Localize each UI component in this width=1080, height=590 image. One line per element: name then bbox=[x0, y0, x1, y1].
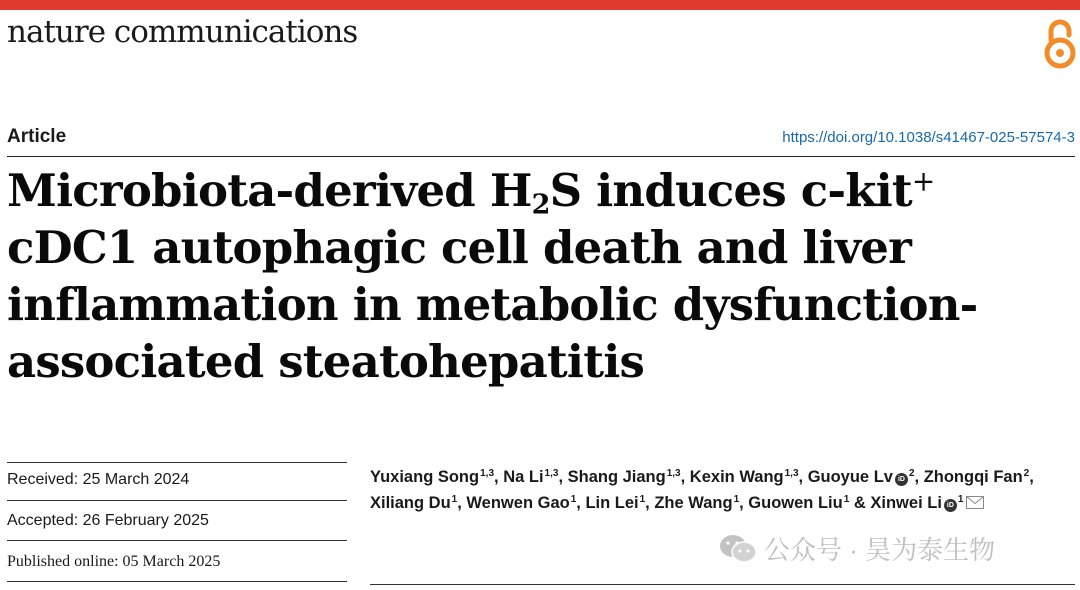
author-affiliation: 1 bbox=[451, 494, 458, 505]
author-affiliation: 1,3 bbox=[544, 468, 559, 479]
title-part-c: cDC1 autophagic cell death and liver inflammation in metabolic dysfunction-associated steatohepatitis bbox=[7, 221, 978, 388]
author-affiliation: 1 bbox=[957, 494, 964, 505]
watermark bbox=[718, 530, 995, 567]
dates-divider bbox=[7, 540, 347, 541]
author-name[interactable]: Yuxiang Song bbox=[370, 468, 480, 486]
dates-divider bbox=[7, 581, 347, 582]
author-separator: , bbox=[914, 468, 924, 486]
author-separator: , bbox=[798, 468, 808, 486]
dates-divider bbox=[7, 462, 347, 463]
author-affiliation: 1,3 bbox=[480, 468, 495, 479]
author-affiliation: 2 bbox=[908, 468, 915, 479]
author-separator: , bbox=[457, 494, 467, 512]
authors-divider bbox=[370, 584, 1075, 585]
title-part-b: S induces c-kit bbox=[549, 164, 912, 217]
published-date: Published online: 05 March 2025 bbox=[7, 553, 221, 570]
author-name[interactable]: Xinwei Li bbox=[870, 494, 942, 512]
author-affiliation: 1 bbox=[639, 494, 646, 505]
open-access-icon[interactable] bbox=[1040, 18, 1080, 70]
author-separator: , bbox=[680, 468, 690, 486]
author-affiliation: 1 bbox=[843, 494, 850, 505]
author-separator: , bbox=[645, 494, 655, 512]
author-separator: , bbox=[576, 494, 586, 512]
author-list bbox=[370, 464, 1060, 516]
orcid-icon[interactable]: iD bbox=[944, 499, 957, 512]
author-affiliation: 2 bbox=[1023, 468, 1030, 479]
header-divider bbox=[7, 156, 1075, 157]
author-name[interactable]: Kexin Wang bbox=[689, 468, 784, 486]
article-type: Article bbox=[7, 126, 67, 147]
author-name[interactable]: Lin Lei bbox=[585, 494, 639, 512]
author-separator: , bbox=[1029, 468, 1034, 486]
doi-link[interactable]: https://doi.org/10.1038/s41467-025-57574-3 bbox=[782, 129, 1075, 146]
author-separator: , bbox=[494, 468, 504, 486]
accepted-date: Accepted: 26 February 2025 bbox=[7, 512, 209, 529]
article-title bbox=[7, 162, 1077, 390]
dates-divider bbox=[7, 500, 347, 501]
author-name[interactable]: Guowen Liu bbox=[748, 494, 843, 512]
received-date: Received: 25 March 2024 bbox=[7, 471, 190, 488]
author-ampersand: & bbox=[853, 494, 866, 512]
author-affiliation: 1 bbox=[733, 494, 740, 505]
author-affiliation: 1,3 bbox=[784, 468, 799, 479]
author-name[interactable]: Zhongqi Fan bbox=[923, 468, 1023, 486]
email-icon[interactable] bbox=[966, 496, 984, 509]
title-superscript: + bbox=[911, 164, 935, 198]
author-name[interactable]: Guoyue Lv bbox=[807, 468, 893, 486]
orcid-icon[interactable]: iD bbox=[895, 473, 908, 486]
author-name[interactable]: Zhe Wang bbox=[654, 494, 733, 512]
watermark-text: 公众号 · 昊为泰生物 bbox=[764, 535, 996, 565]
wechat-icon bbox=[718, 533, 758, 565]
journal-accent-bar bbox=[0, 0, 1080, 10]
author-affiliation: 1,3 bbox=[666, 468, 681, 479]
title-part-a: Microbiota-derived H bbox=[7, 164, 532, 217]
author-name[interactable]: Wenwen Gao bbox=[466, 494, 570, 512]
author-name[interactable]: Na Li bbox=[503, 468, 544, 486]
author-separator: , bbox=[558, 468, 568, 486]
author-name[interactable]: Xiliang Du bbox=[370, 494, 451, 512]
author-affiliation: 1 bbox=[570, 494, 577, 505]
author-separator: , bbox=[739, 494, 749, 512]
author-name[interactable]: Shang Jiang bbox=[567, 468, 666, 486]
journal-name[interactable]: nature communications bbox=[7, 14, 358, 50]
title-subscript: 2 bbox=[531, 189, 550, 221]
